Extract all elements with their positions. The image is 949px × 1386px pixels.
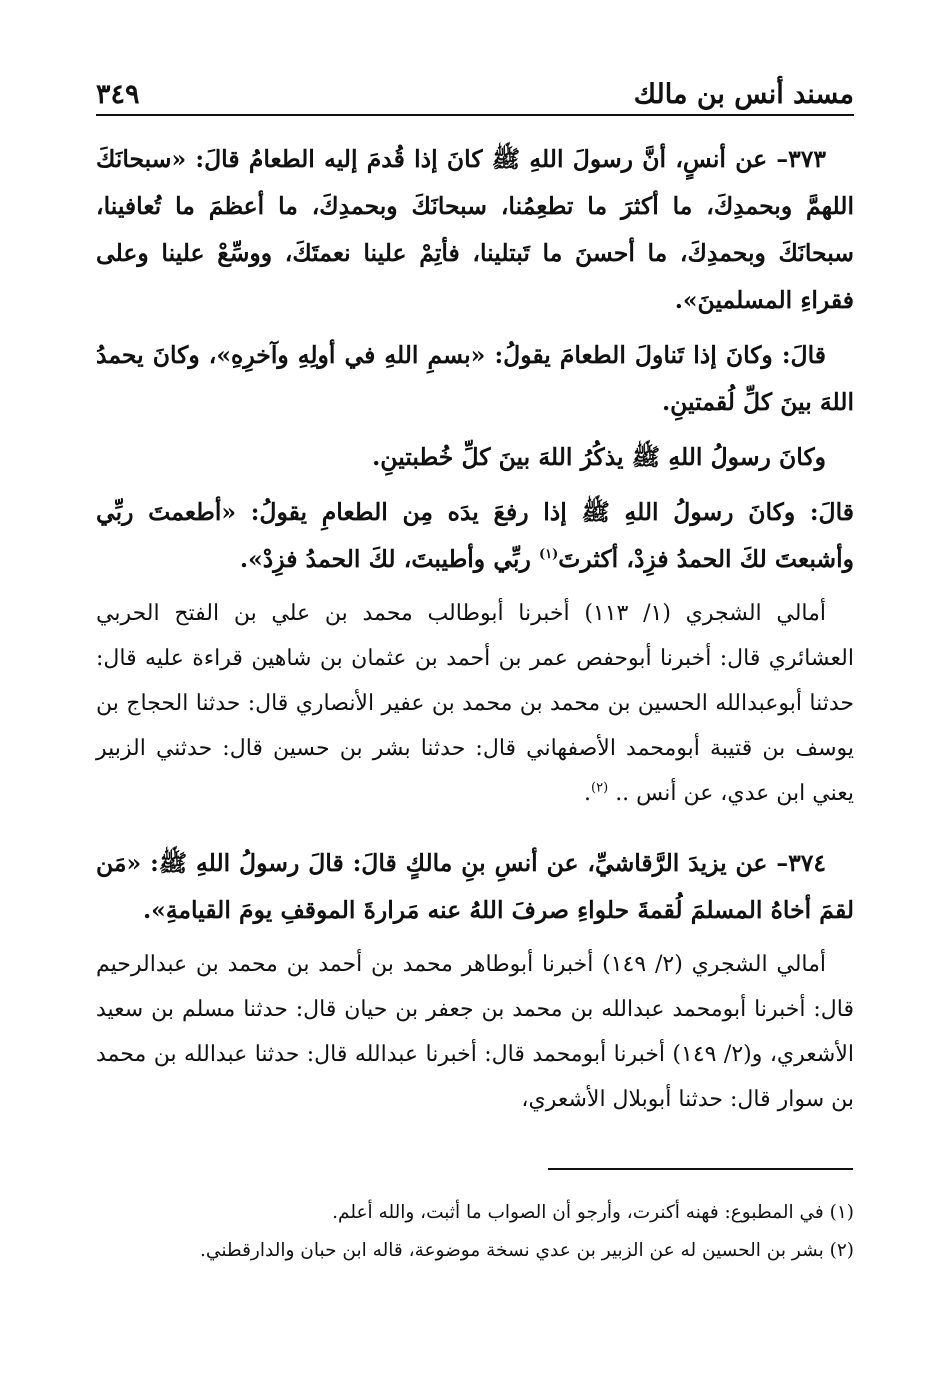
page-number: ٣٤٩ (96, 79, 140, 110)
running-head: مسند أنس بن مالك (633, 79, 854, 110)
page-header (96, 74, 854, 116)
hadith-373-source-end: . (584, 781, 592, 806)
hadith-373-after-meal (96, 489, 854, 583)
hadith-373-after-meal-text-b: ربِّي وأطيبتَ، لكَ الحمدُ فزِدْ». (239, 545, 539, 573)
hadith-373-source-text: أمالي الشجري (١/ ١١٣) أخبرنا أبوطالب محمد بن علي بن الفتح الحربي العشائري قال: أخبرنا أبوحفص عمر بن أحمد بن عثمان بن شاهين قراءة عليه قال: حدثنا أبوعبدالله الحسين بن محمد بن محمد بن عفير الأنصاري قال: حدثنا الحجاج بن يوسف بن قتيبة أبومحمد الأصفهاني قال: حدثنا بشر بن حسين قال: حدثني الزبير يعني ابن عدي، عن أنس .. (96, 601, 854, 806)
main-text (96, 136, 854, 1122)
footnote-divider (548, 1168, 853, 1170)
hadith-373-khutba (96, 434, 854, 481)
footnote-1: (١) في المطبوع: فهنه أكنرت، وأرجو أن الصواب ما أثبت، والله أعلم. (332, 1202, 854, 1223)
hadith-373: ٣٧٣– عن أنسٍ، أنَّ رسولَ اللهِ ﷺ كانَ إذا قُدمَ إليه الطعامُ قالَ: «سبحانَكَ اللهمَّ وبحمدِكَ، ما أكثرَ ما تطعِمُنا، سبحانَكَ وبحمدِكَ، ما أعظمَ ما تُعافينا، سبحانَكَ وبحمدِكَ، ما أحسنَ ما تَبتلينا، فأتِمْ علينا نعمتَكَ، ووسِّعْ علينا وعلى فقراءِ المسلمينَ». (96, 145, 854, 314)
footnote-ref-1: (١) (539, 547, 559, 563)
footnote-2: (٢) بشر بن الحسين له عن الزبير بن عدي نسخة موضوعة، قاله ابن حبان والدارقطني. (200, 1240, 854, 1261)
hadith-374: ٣٧٤– عن يزيدَ الرَّقاشيِّ، عن أنسِ بنِ مالكٍ قالَ: قالَ رسولُ اللهِ ﷺ: «مَن لقمَ أخاهُ المسلمَ لُقمةَ حلواءِ صرفَ اللهُ عنه مَرارةَ الموقفِ يومَ القيامةِ». (96, 849, 854, 924)
hadith-373-khutba-text: وكانَ رسولُ اللهِ ﷺ يذكُرُ اللهَ بينَ كلِّ خُطبتينِ. (372, 443, 826, 471)
footnotes (96, 1194, 854, 1270)
footnote-ref-2: (٢) (591, 780, 609, 796)
hadith-373-after-meal-text-a: قالَ: وكانَ رسولُ اللهِ ﷺ إذا رفعَ يدَه مِن الطعامِ يقولُ: «أطعمتَ ربِّي وأشبعتَ لكَ الحمدُ فزِدْ، أكثرتَ (96, 498, 854, 573)
hadith-373-eating-dua: قالَ: وكانَ إذا تَناولَ الطعامَ يقولُ: «بسمِ اللهِ في أولِهِ وآخرِهِ»، وكانَ يحمدُ اللهَ بينَ كلِّ لُقمتينِ. (96, 341, 854, 416)
hadith-374-source: أمالي الشجري (٢/ ١٤٩) أخبرنا أبوطاهر محمد بن أحمد بن محمد بن عبدالرحيم قال: أخبرنا أبومحمد عبدالله بن محمد بن جعفر بن حيان قال: حدثنا مسلم بن سعيد الأشعري، و(٢/ ١٤٩) أخبرنا أبومحمد قال: أخبرنا عبدالله قال: حدثنا عبدالله بن محمد بن سوار قال: حدثنا أبوبلال الأشعري، (96, 952, 854, 1112)
hadith-373-source (96, 591, 854, 816)
